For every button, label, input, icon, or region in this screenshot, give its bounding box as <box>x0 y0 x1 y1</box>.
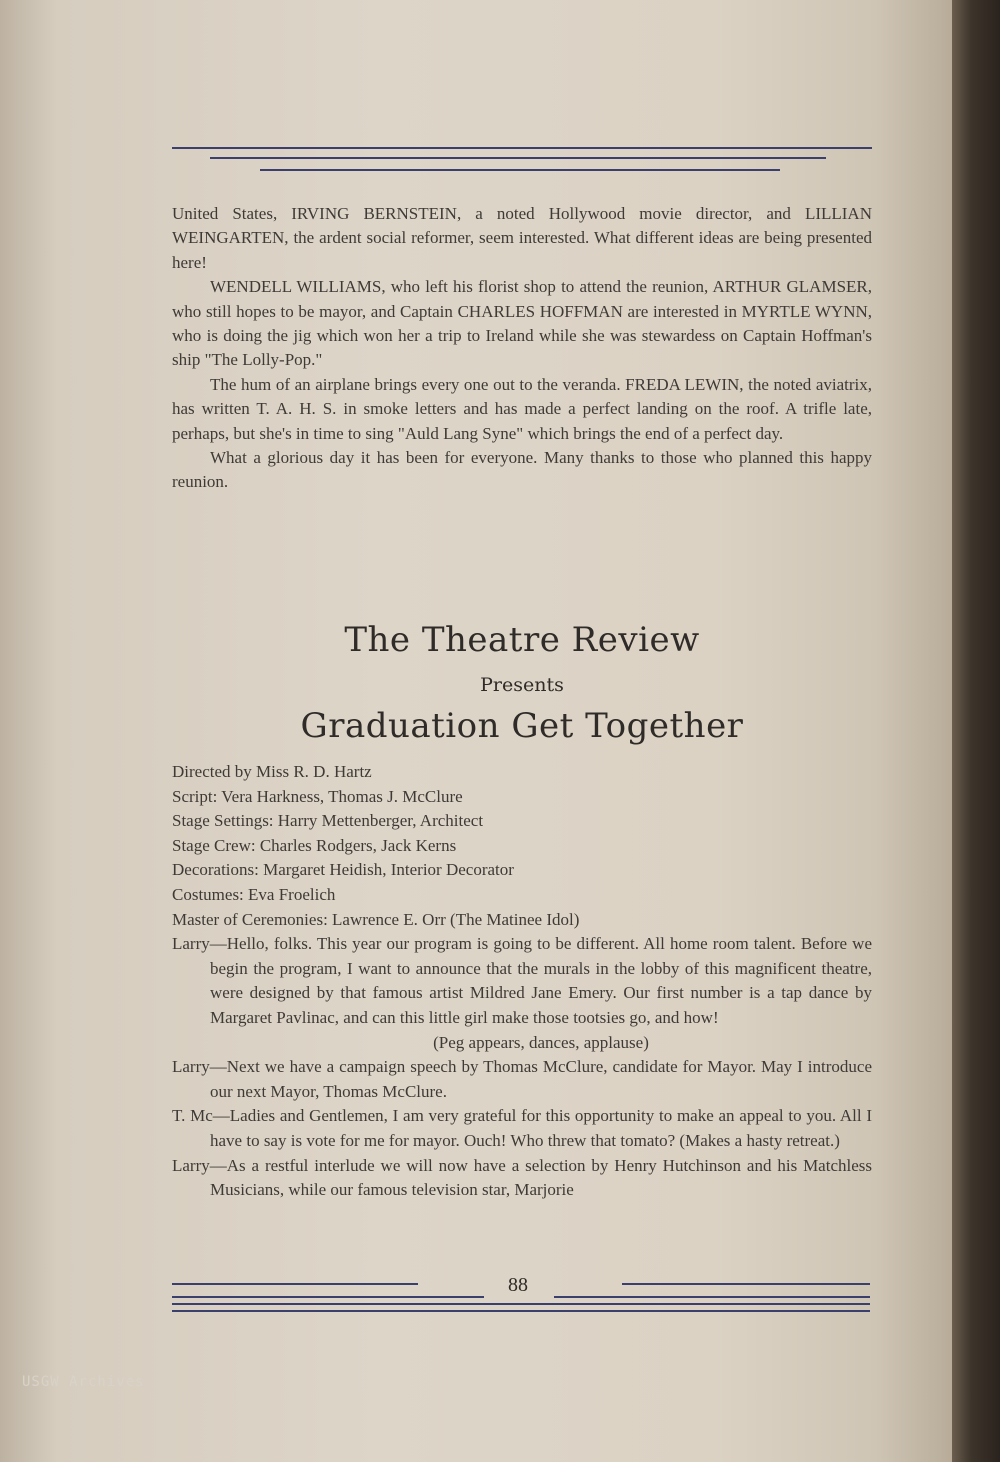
credit-line: Stage Crew: Charles Rodgers, Jack Kerns <box>172 835 457 855</box>
credit-line: Directed by Miss R. D. Hartz <box>172 762 372 781</box>
article-paragraph: The hum of an airplane brings every one out to the veranda. FREDA LEWIN, the noted aviatrix, has written T. A. H. S. in smoke letters and has made a perfect landing on the roof. A trifle late, perhaps, but she's in time to sing "Auld Lang Syne" which brings the end of a perfect day. <box>172 374 872 443</box>
stage-direction: (Peg appears, dances, applause) <box>433 1032 649 1052</box>
credit-line: Stage Settings: Harry Mettenberger, Architect <box>172 811 484 831</box>
top-rule-3 <box>260 169 780 171</box>
article-paragraph: WENDELL WILLIAMS, who left his florist shop to attend the reunion, ARTHUR GLAMSER, who still hopes to be mayor, and Captain CHARLES HOFFMAN are interested in MYRTLE WYNN, who is doing the jig which won her a trip to Ireland while she was stewardess on Captain Hoffman's ship "The Lolly-Pop." <box>172 277 872 370</box>
article-paragraph: What a glorious day it has been for everyone. Many thanks to those who planned this happy reunion. <box>172 448 872 492</box>
footer-rule-left-short <box>172 1283 418 1285</box>
credit-line: Script: Vera Harkness, Thomas J. McClure <box>172 786 463 806</box>
credit-line: Decorations: Margaret Heidish, Interior Decorator <box>172 860 514 880</box>
dialogue-line <box>172 932 872 1055</box>
article-paragraph: United States, IRVING BERNSTEIN, a noted Hollywood movie director, and LILLIAN WEINGARTEN, the ardent social reformer, seem interested. What different ideas are being presented here! <box>172 204 872 272</box>
footer-rule-full-1 <box>172 1303 870 1305</box>
article-body <box>172 202 872 495</box>
footer-rule-right-short <box>622 1283 870 1285</box>
archive-watermark: USGW Archives <box>22 1374 145 1390</box>
footer-rule-right-long <box>554 1296 870 1298</box>
dialogue-line: Larry—Next we have a campaign speech by Thomas McClure, candidate for Mayor. May I introduce our next Mayor, Thomas McClure. <box>172 1057 872 1101</box>
show-title: Graduation Get Together <box>300 706 744 746</box>
presents-label: Presents <box>480 674 564 696</box>
dialogue-text: Larry—Hello, folks. This year our program is going to be different. All home room talent. Before we begin the program, I want to announce that the murals in the lobby of this magnificent theatre, were designed by that famous artist Mildred Jane Emery. Our first number is a tap dance by Margaret Pavlinac, and can this little girl make those tootsies go, and how! <box>172 934 872 1027</box>
credit-line: Costumes: Eva Froelich <box>172 884 336 904</box>
credit-line: Master of Ceremonies: Lawrence E. Orr (The Matinee Idol) <box>172 909 580 929</box>
program-credits <box>172 760 872 1203</box>
footer-rule-full-2 <box>172 1310 870 1312</box>
page-binding-edge <box>952 0 1000 1462</box>
page-number: 88 <box>508 1274 528 1296</box>
top-rule-1 <box>172 147 872 149</box>
dialogue-line: T. Mc—Ladies and Gentlemen, I am very grateful for this opportunity to make an appeal to you. All I have to say is vote for me for mayor. Ouch! Who threw that tomato? (Makes a hasty retreat.) <box>172 1106 872 1150</box>
footer-rule-left-long <box>172 1296 484 1298</box>
program-title: The Theatre Review <box>344 620 700 660</box>
top-rule-2 <box>210 157 826 159</box>
dialogue-line: Larry—As a restful interlude we will now have a selection by Henry Hutchinson and his Matchless Musicians, while our famous television star, Marjorie <box>172 1155 872 1200</box>
